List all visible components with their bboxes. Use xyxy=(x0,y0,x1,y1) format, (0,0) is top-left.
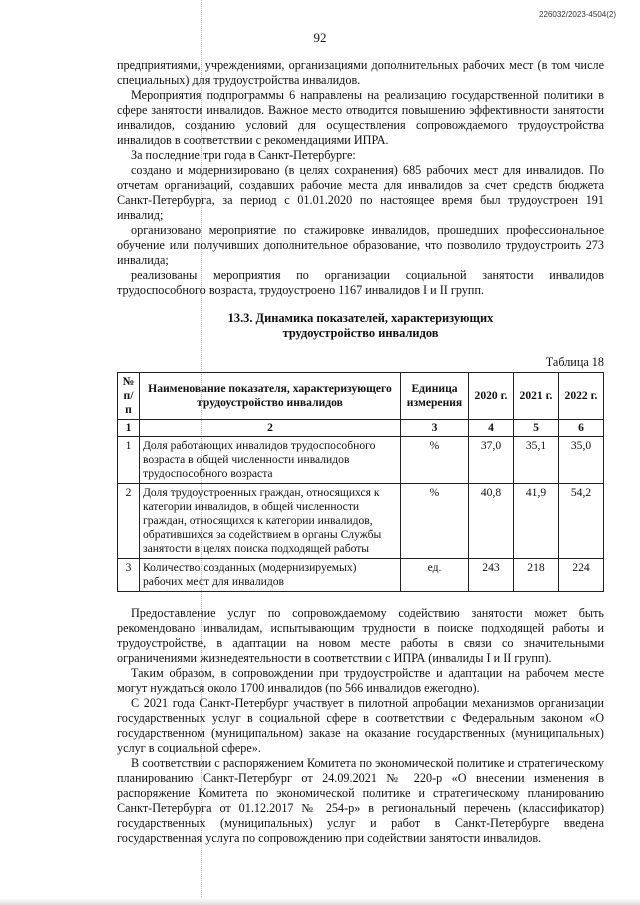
paragraph: реализованы мероприятия по организации социальной занятости инвалидов трудоспособного возраста, трудоустроено 1167 инвалидов I и II групп. xyxy=(117,268,604,297)
row-number: 1 xyxy=(118,437,140,484)
header-unit: Единица измерения xyxy=(401,373,469,420)
paragraph: С 2021 года Санкт-Петербург участвует в пилотной апробации механизмов организации государственных услуг в социальной сфере в соответствии с Федеральным законом «О государственном (муниципальном) заказе на оказание государственных (муниципальных) услуг в социальной сфере». xyxy=(117,696,604,755)
section-heading-line: 13.3. Динамика показателей, характеризующих xyxy=(227,311,494,325)
unit-cell: % xyxy=(401,484,469,559)
column-index: 5 xyxy=(514,420,559,437)
column-index: 3 xyxy=(401,420,469,437)
header-number: № п/п xyxy=(118,373,140,420)
value-2021: 35,1 xyxy=(514,437,559,484)
value-2020: 40,8 xyxy=(469,484,514,559)
column-index: 2 xyxy=(140,420,401,437)
value-2021: 41,9 xyxy=(514,484,559,559)
section-heading xyxy=(117,311,604,341)
value-2022: 35,0 xyxy=(559,437,604,484)
paragraph: За последние три года в Санкт-Петербурге: xyxy=(131,148,356,162)
header-2021: 2021 г. xyxy=(514,373,559,420)
value-2022: 54,2 xyxy=(559,484,604,559)
paragraph: Таким образом, в сопровождении при трудоустройстве и адаптации на рабочем месте могут нуждаться около 1700 инвалидов (по 566 инвалидов ежегодно). xyxy=(117,666,604,695)
indicator-name: Доля трудоустроенных граждан, относящихся к категории инвалидов, в общей численности граждан, относящихся к категории инвалидов, обратившихся за содействием в органы Службы занятости в целях поиска подходящей работы xyxy=(140,484,401,559)
value-2020: 243 xyxy=(469,559,514,592)
table-row xyxy=(118,484,604,559)
indicators-table xyxy=(117,372,604,592)
row-number: 3 xyxy=(118,559,140,592)
header-2020: 2020 г. xyxy=(469,373,514,420)
indicator-name: Доля работающих инвалидов трудоспособного возраста в общей численности инвалидов трудоспособного возраста xyxy=(140,437,401,484)
indicator-name: Количество созданных (модернизируемых) рабочих мест для инвалидов xyxy=(140,559,401,592)
header-indicator: Наименование показателя, характеризующего трудоустройство инвалидов xyxy=(140,373,401,420)
table-row xyxy=(118,437,604,484)
scan-bottom-edge xyxy=(0,898,640,905)
unit-cell: % xyxy=(401,437,469,484)
paragraph: организовано мероприятие по стажировке инвалидов, прошедших профессиональное обучение или получивших дополнительное образование, что позволило трудоустроить 273 инвалида; xyxy=(117,223,604,267)
table-caption: Таблица 18 xyxy=(545,355,604,369)
paragraph: В соответствии с распоряжением Комитета по экономической политике и стратегическому планированию Санкт-Петербург от 24.09.2021 № 220-р «О внесении изменения в распоряжение Комитета по экономической политике и стратегическому планированию Санкт-Петербурга от 01.12.2017 № 254-р» в региональный перечень (классификатор) государственных (муниципальных) услуг и работ в Санкт-Петербурге введена государственная услуга по сопровождению при содействии занятости инвалидов. xyxy=(117,756,604,845)
value-2022: 224 xyxy=(559,559,604,592)
paragraph: предприятиями, учреждениями, организациями дополнительных рабочих мест (в том числе специальных) для трудоустройства инвалидов. xyxy=(117,58,604,87)
column-index: 1 xyxy=(118,420,140,437)
value-2020: 37,0 xyxy=(469,437,514,484)
column-index: 4 xyxy=(469,420,514,437)
page-number: 92 xyxy=(313,30,327,45)
table-header-row xyxy=(118,373,604,420)
column-numbering-row xyxy=(118,420,604,437)
paragraph: Предоставление услуг по сопровождаемому содействию занятости может быть рекомендовано инвалидам, испытывающим трудности в поиске подходящей работы и трудоустройстве, в адаптации на новом месте работы в связи со значительными ограничениями жизнедеятельности в соответствии с ИПРА (инвалиды I и II групп). xyxy=(117,606,604,665)
spacer xyxy=(117,592,604,606)
paragraph: создано и модернизировано (в целях сохранения) 685 рабочих мест для инвалидов. По отчетам организаций, создавших рабочие места для инвалидов за счет средств бюджета Санкт-Петербурга, за период с 01.01.2020 по настоящее время был трудоустроен 191 инвалид; xyxy=(117,163,604,222)
paragraph: Мероприятия подпрограммы 6 направлены на реализацию государственной политики в сфере занятости инвалидов. Важное место отводится повышению эффективности занятости инвалидов, созданию условий для осуществления сопровождаемого трудоустройства инвалидов в соответствии с рекомендациями ИПРА. xyxy=(117,88,604,147)
page-content xyxy=(117,58,604,846)
column-index: 6 xyxy=(559,420,604,437)
value-2021: 218 xyxy=(514,559,559,592)
document-id: 226032/2023-4504(2) xyxy=(539,10,616,19)
section-heading-line: трудоустройство инвалидов xyxy=(282,326,439,340)
row-number: 2 xyxy=(118,484,140,559)
header-2022: 2022 г. xyxy=(559,373,604,420)
unit-cell: ед. xyxy=(401,559,469,592)
table-row xyxy=(118,559,604,592)
